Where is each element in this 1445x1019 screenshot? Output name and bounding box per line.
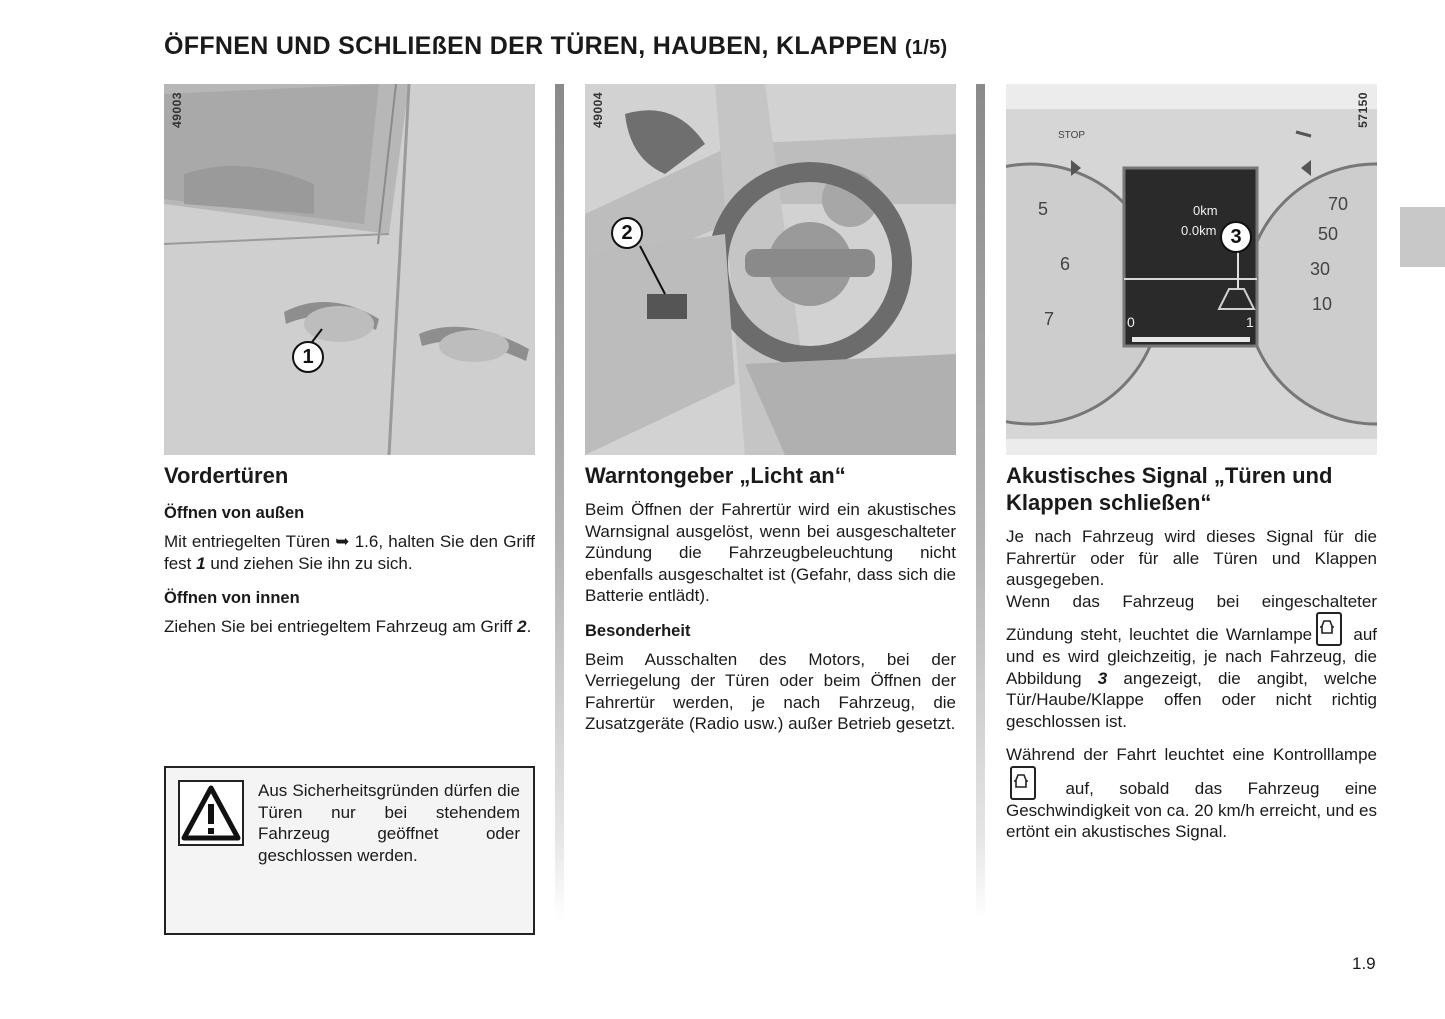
interior-illustration (585, 84, 956, 455)
warning-icon (178, 780, 244, 846)
door-open-warning-icon (1316, 612, 1342, 646)
paragraph: Je nach Fahrzeug wird dieses Signal für die Fahrertür oder für alle Türen und Klappen ausgegeben. (1006, 527, 1377, 589)
figure-ref-inline: 2 (517, 617, 527, 636)
figure-reference: 57150 (1356, 92, 1370, 128)
subheading: Öffnen von innen (164, 589, 300, 607)
rpm-scale-value: 5 (1038, 199, 1049, 219)
warning-text: Aus Sicherheitsgründen dürfen die Türen nur bei stehendem Fahrzeug geöffnet oder geschlossen werden. (258, 781, 520, 865)
door-open-warning-icon (1010, 766, 1036, 800)
paragraph: Beim Öffnen der Fahrertür wird ein akustisches Warnsignal ausgelöst, wenn bei ausgeschalteter Zündung die Fahrzeugbeleuchtung nicht ebenfalls ausgeschaltet ist (Gefahr, dass sich die Batterie entlädt). (585, 500, 956, 605)
paragraph-text: Mit entriegelten Türen ➥ 1.6, halten Sie den Griff fest (164, 532, 535, 573)
paragraph (1006, 591, 1377, 733)
page-number: 1.9 (1352, 954, 1376, 973)
paragraph-text: Ziehen Sie bei entriegeltem Fahrzeug am Griff (164, 617, 518, 636)
rpm-scale-value: 6 (1060, 254, 1071, 274)
figure-door-handle (164, 84, 535, 455)
column-divider (976, 84, 985, 920)
speed-scale-value: 50 (1318, 224, 1339, 244)
subheading: Öffnen von außen (164, 504, 305, 522)
section-heading: Warntongeber „Licht an“ (585, 463, 846, 488)
page-title (164, 32, 947, 61)
column-divider (555, 84, 564, 920)
section-heading: Akustisches Signal „Türen und Klappen schließen“ (1006, 463, 1333, 515)
paragraph-text: auf, sobald das Fahrzeug eine Geschwindigkeit von ca. 20 km/h erreicht, und es ertönt ein akustisches Signal. (1006, 778, 1377, 841)
safety-warning-box (164, 766, 535, 935)
fuel-full-label: 1 (1246, 314, 1254, 330)
stop-label: STOP (1058, 130, 1086, 141)
figure-interior (585, 84, 956, 455)
figure-instrument-cluster (1006, 84, 1377, 455)
figure-ref-inline: 1 (196, 553, 206, 573)
paragraph-text: angezeigt, die angibt, welche Tür/Haube/Klappe offen oder nicht richtig geschlossen ist. (1006, 668, 1377, 731)
column-door-signal (1006, 462, 1377, 855)
paragraph-text: und ziehen Sie ihn zu sich. (205, 553, 413, 573)
section-tab (1400, 207, 1445, 267)
column-lights-warning (585, 462, 956, 747)
rpm-scale-value: 7 (1044, 309, 1055, 329)
paragraph (1006, 744, 1377, 843)
page-count: (1/5) (904, 37, 948, 59)
callout-marker: 1 (292, 341, 324, 373)
paragraph-text: auf und es wird gleichzeitig, je nach Fahrzeug, die Abbildung (1006, 625, 1377, 688)
door-exterior-illustration (164, 84, 535, 455)
odometer-readout: 0km (1193, 203, 1218, 218)
paragraph (164, 531, 535, 574)
speed-scale-value: 10 (1312, 294, 1333, 314)
speed-scale-value: 30 (1310, 259, 1331, 279)
speed-scale-value: 70 (1328, 194, 1349, 214)
column-front-doors (164, 462, 535, 650)
figure-reference: 49003 (170, 92, 184, 128)
paragraph-text: Während der Fahrt leuchtet eine Kontrolllampe (1006, 745, 1377, 764)
subheading: Besonderheit (585, 621, 691, 640)
figure-ref-inline: 3 (1097, 668, 1108, 688)
paragraph: Beim Ausschalten des Motors, bei der Verriegelung der Türen oder beim Öffnen der Fahrertür werden, je nach Fahrzeug, die Zusatzgeräte (Radio usw.) außer Betrieb gesetzt. (585, 649, 956, 733)
paragraph (164, 616, 535, 638)
section-heading: Vordertüren (164, 463, 289, 488)
callout-marker: 2 (611, 217, 643, 249)
paragraph-text: Wenn das Fahrzeug bei eingeschalteter Zündung steht, leuchtet die Warnlampe (1006, 591, 1377, 644)
fuel-zero-label: 0 (1127, 314, 1135, 330)
trip-readout: 0.0km (1181, 223, 1217, 238)
callout-marker: 3 (1220, 221, 1252, 253)
paragraph-text: . (526, 617, 532, 636)
figure-reference: 49004 (591, 92, 605, 128)
page-title-text: ÖFFNEN UND SCHLIEßEN DER TÜREN, HAUBEN, KLAPPEN (164, 32, 898, 60)
